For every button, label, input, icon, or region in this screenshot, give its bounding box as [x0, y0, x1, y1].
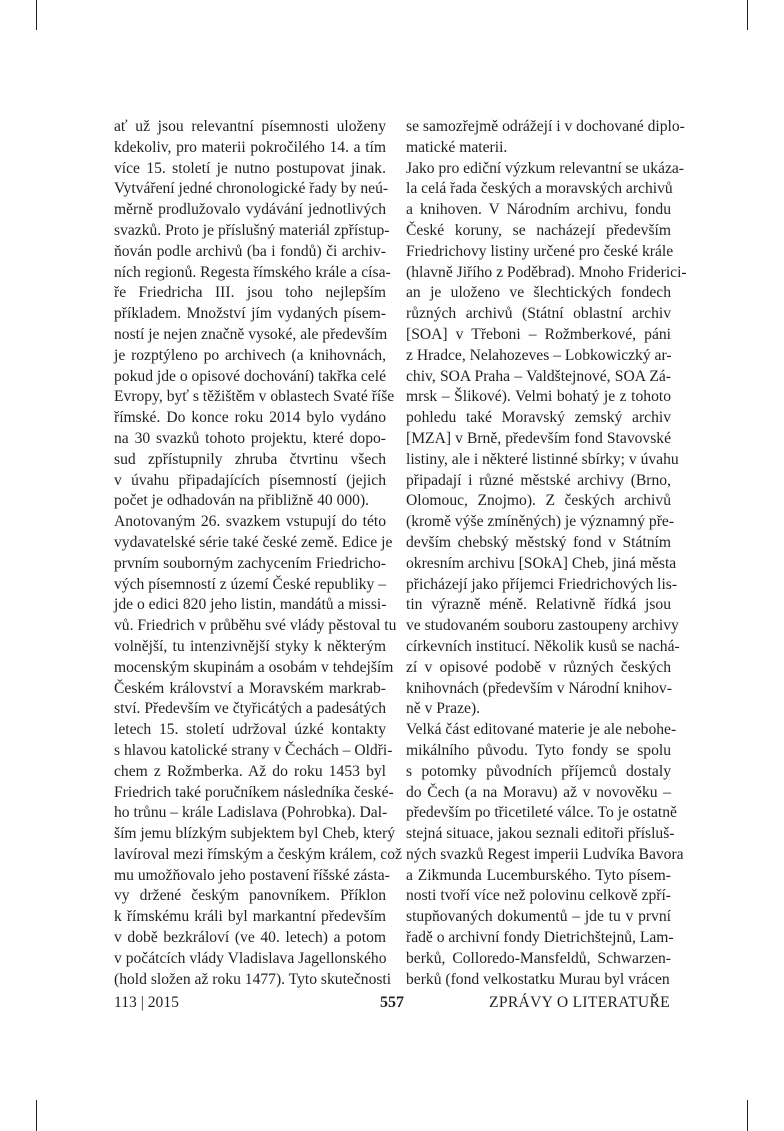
text-line: řadě o archivní fondy Dietrichštejnů, Lam- — [406, 929, 674, 947]
text-line: počet je odhadován na přibližně 40 000). — [114, 492, 370, 510]
text-line: ňován podle archivů (ba i fondů) či archiv- — [114, 242, 386, 260]
text-line: matické materii. — [406, 138, 508, 156]
text-line: měrně prodlužovalo vydávání jednotlivých — [114, 201, 386, 219]
text-line: vů. Friedrich v průběhu své vlády pěstoval tu — [114, 617, 397, 635]
text-line: ných svazků Regest imperii Ludvíka Bavora — [406, 845, 684, 863]
section-title: ZPRÁVY O LITERATUŘE — [489, 994, 670, 1011]
text-line: devším chebský městský fond v Státním — [406, 533, 671, 551]
text-line: ho trůnu – krále Ladislava (Pohrobka). Dal- — [114, 804, 388, 822]
text-line: s hlavou katolické strany v Čechách – Oldři- — [114, 741, 393, 759]
text-line: přicházejí jako příjemci Friedrichových lis- — [406, 575, 678, 593]
text-line: především po třicetileté válce. To je ostatně — [406, 804, 677, 822]
text-line: ve studovaném souboru zastoupeny archivy — [406, 617, 679, 635]
text-line: (hlavně Jiřího z Poděbrad). Mnoho Friderici- — [406, 263, 687, 281]
text-line: Friedrichovy listiny určené pro české krále — [406, 242, 674, 260]
text-line: je rozptýleno po archivech (a knihovnách, — [114, 346, 386, 364]
text-line: berků (fond velkostatku Murau byl vrácen — [406, 970, 670, 988]
text-line: ať už jsou relevantní písemnosti uloženy — [114, 118, 386, 135]
text-line: a knihoven. V Národním archivu, fondu — [406, 201, 671, 219]
crop-mark-bottom-left — [36, 1100, 37, 1131]
text-line: pokud jde o opisové dochování) takřka celé — [114, 367, 386, 385]
text-line: tin výrazně méně. Relativně řídká jsou — [406, 596, 671, 614]
paragraph — [406, 720, 684, 990]
text-line: knihovnách (především v Národní knihov- — [406, 679, 672, 697]
text-line: lavíroval mezi římským a českým králem, což — [114, 845, 402, 863]
text-line: vy držené českým panovníkem. Příklon — [114, 887, 386, 905]
text-line: k římskému králi byl markantní především — [114, 908, 386, 926]
text-line: se samozřejmě odrážejí i v dochované diplo- — [406, 118, 685, 135]
text-line: an je uloženo ve šlechtických fondech — [406, 284, 671, 302]
text-line: stejná situace, jakou seznali editoři přísluš- — [406, 825, 675, 843]
text-line: svazků. Proto je příslušný materiál zpřístup- — [114, 221, 390, 239]
text-line: v úvahu připadajících písemností (jejich — [114, 471, 386, 489]
text-line: s potomky původních příjemců dostaly — [406, 762, 671, 780]
left-text-column — [114, 117, 402, 990]
text-line: okresním archivu [SOkA] Cheb, jiná města — [406, 554, 677, 572]
text-line: sud zpřístupnily zhruba čtvrtinu všech — [114, 450, 386, 468]
text-line: Friedrich také poručníkem následníka české- — [114, 783, 394, 801]
crop-mark-bottom-right — [747, 1100, 748, 1131]
text-line: na 30 svazků tohoto projektu, které dopo- — [114, 429, 386, 447]
text-line: ností je nejen značně vysoké, ale především — [114, 325, 388, 343]
text-line: pohledu také Moravský zemský archiv — [406, 409, 671, 427]
text-line: [MZA] v Brně, především fond Stavovské — [406, 429, 671, 447]
text-line: ství. Především ve čtyřicátých a padesátých — [114, 700, 386, 718]
text-line: mocenským skupinám a osobám v tehdejším — [114, 658, 394, 676]
text-line: z Hradce, Nelahozeves – Lobkowiczký ar- — [406, 346, 672, 364]
text-line: římské. Do konce roku 2014 bylo vydáno — [114, 409, 386, 427]
text-line: Velká část editované materie je ale nebohe- — [406, 721, 677, 739]
text-line: Českém království a Moravském markrab- — [114, 679, 386, 697]
right-text-column — [406, 117, 687, 990]
text-line: církevních institucí. Několik kusů se nachá- — [406, 637, 680, 655]
text-line: připadají i různé městské archivy (Brno, — [406, 471, 671, 489]
text-line: la celá řada českých a moravských archivů — [406, 180, 673, 198]
text-line: mikálního původu. Tyto fondy se spolu — [406, 741, 671, 759]
text-line: volnější, tu intenzivnější styky k některým — [114, 637, 386, 655]
paragraph — [114, 117, 395, 512]
text-line: Vytváření jedné chronologické řady by neú- — [114, 180, 389, 198]
text-line: mu umožňovalo jeho postavení říšské zásta- — [114, 866, 390, 884]
text-line: a Zikmunda Lucemburského. Tyto písem- — [406, 866, 671, 884]
text-line: kdekoliv, pro materii pokročilého 14. a tím — [114, 138, 386, 156]
text-line: mrsk – Šlikové). Velmi bohatý je z tohoto — [406, 388, 671, 406]
text-line: letech 15. století udržoval úzké kontakty — [114, 721, 386, 739]
text-line: (kromě výše zmíněných) je významný pře- — [406, 513, 675, 531]
text-line: více 15. století je nutno postupovat jinak. — [114, 159, 386, 177]
text-line: chem z Rožmberka. Až do roku 1453 byl — [114, 762, 386, 780]
text-line: zí v opisové podobě v různých českých — [406, 658, 671, 676]
text-line: Anotovaným 26. svazkem vstupují do této — [114, 513, 386, 531]
text-line: Jako pro ediční výzkum relevantní se ukáza- — [406, 159, 684, 177]
text-line: vydavatelské série také české země. Edice je — [114, 533, 393, 551]
text-line: v době bezkráloví (ve 40. letech) a potom — [114, 929, 386, 947]
text-line: Olomouc, Znojmo). Z českých archivů — [406, 492, 671, 510]
paragraph — [406, 159, 687, 721]
text-line: (hold složen až roku 1477). Tyto skutečnosti — [114, 970, 392, 988]
text-line: ším jemu blízkým subjektem byl Cheb, který — [114, 825, 396, 843]
text-line: ně v Praze). — [406, 700, 481, 718]
text-line: různých archivů (Státní oblastní archiv — [406, 305, 671, 323]
text-line: nosti tvoří více než polovinu celkově zpří- — [406, 887, 671, 905]
text-line: příkladem. Množství jím vydaných písem- — [114, 305, 386, 323]
crop-mark-top-right — [747, 0, 748, 30]
text-line: stupňovaných dokumentů – jde tu v první — [406, 908, 671, 926]
paragraph — [406, 117, 685, 159]
text-line: Evropy, byť s těžištěm v oblastech Svaté říše — [114, 388, 395, 406]
journal-volume-year: 113 | 2015 — [114, 994, 179, 1011]
text-line: berků, Colloredo-Mansfeldů, Schwarzen- — [406, 949, 671, 967]
text-line: [SOA] v Třeboni – Rožmberkové, páni — [406, 325, 671, 343]
text-line: chiv, SOA Praha – Valdštejnové, SOA Zá- — [406, 367, 671, 385]
text-line: ních regionů. Regesta římského krále a císa- — [114, 263, 391, 281]
text-line: České koruny, se nacházejí především — [406, 221, 671, 239]
text-line: vých písemností z území České republiky – — [114, 575, 386, 593]
text-line: jde o edici 820 jeho listin, mandátů a missi- — [114, 596, 387, 614]
text-line: prvním souborným zachycením Friedricho- — [114, 554, 386, 572]
page-number: 557 — [380, 994, 404, 1011]
text-line: do Čech (a na Moravu) až v novověku – — [406, 783, 671, 801]
text-line: listiny, ale i některé listinné sbírky; v úvahu — [406, 450, 679, 468]
text-line: v počátcích vlády Vladislava Jagellonského — [114, 949, 387, 967]
crop-mark-top-left — [36, 0, 37, 30]
paragraph — [114, 512, 402, 990]
text-line: ře Friedricha III. jsou toho nejlepším — [114, 284, 386, 302]
